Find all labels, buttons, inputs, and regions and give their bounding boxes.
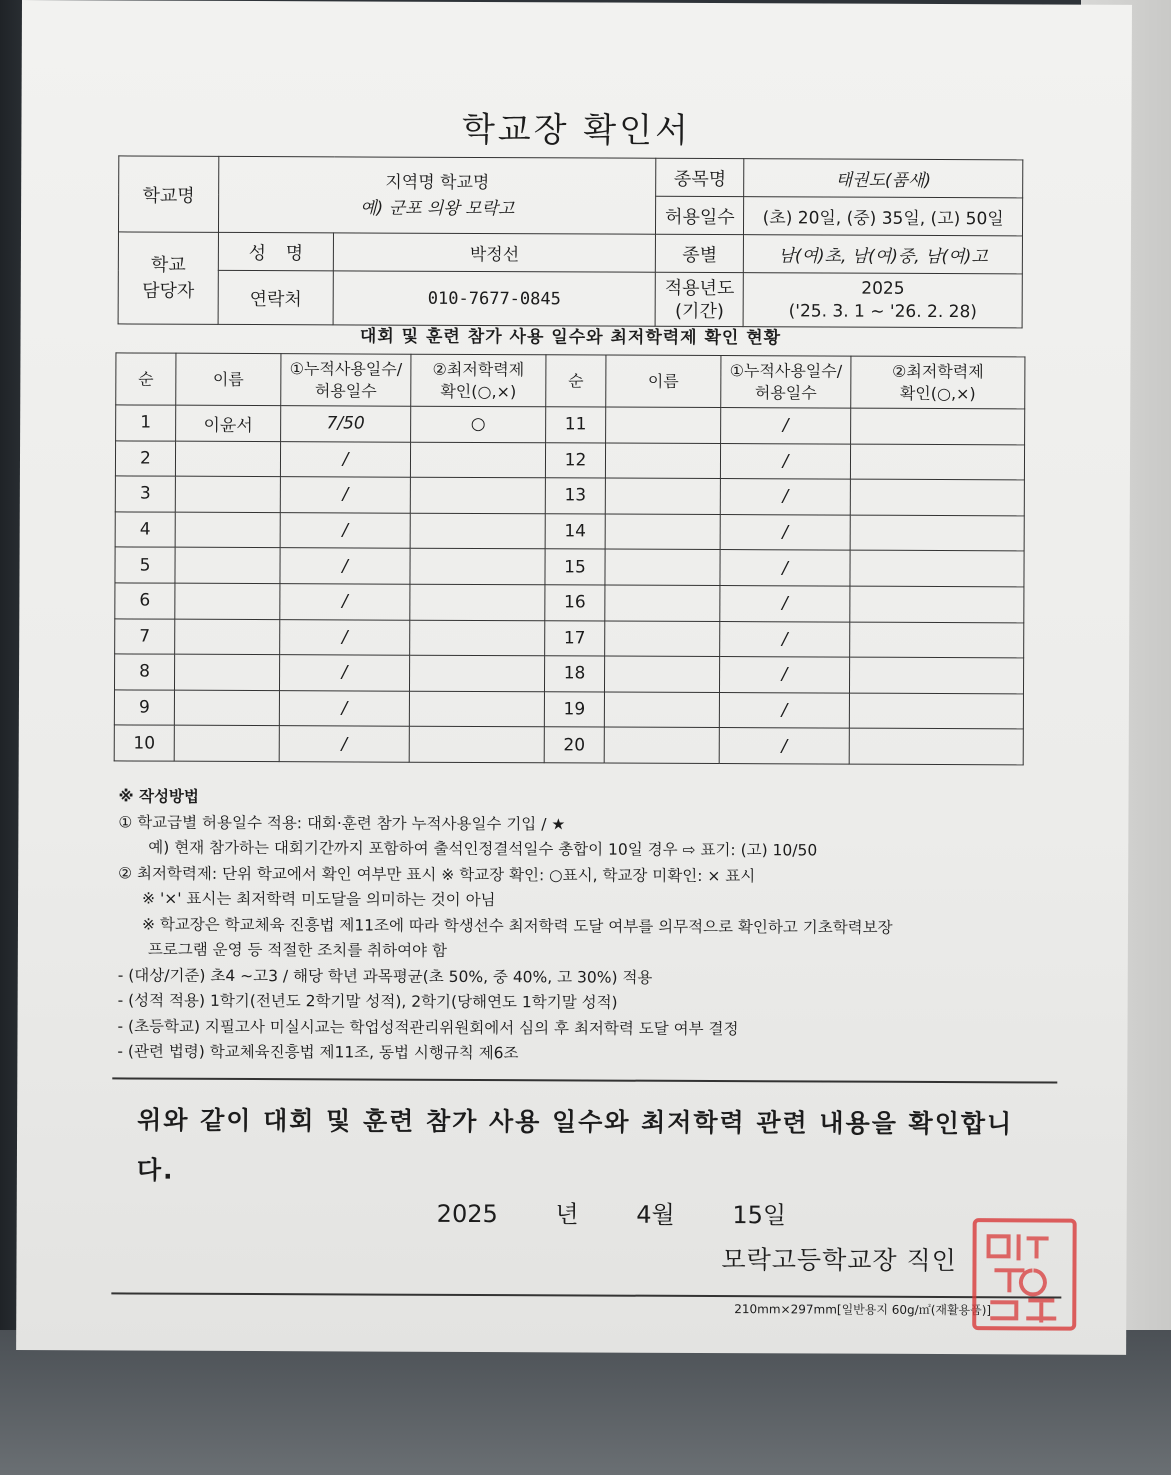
date-month: 4월: [636, 1200, 675, 1229]
cell-name: [175, 619, 280, 655]
cell-days: /: [279, 690, 409, 726]
date-day: 15일: [732, 1201, 787, 1230]
name-value: 박정선: [333, 233, 655, 272]
cell-num: 3: [115, 476, 175, 512]
cell-check: [409, 655, 544, 691]
table-row: [115, 618, 1024, 658]
manager-label: 학교 담당자: [118, 232, 218, 324]
cell-num: 15: [545, 549, 605, 585]
cell-num: 9: [114, 690, 174, 726]
cell-check: [410, 442, 545, 478]
event-value: 태권도(품새): [744, 159, 1023, 198]
cell-name: [175, 583, 280, 619]
table-row: [114, 725, 1023, 765]
header-name: 이름: [606, 355, 721, 408]
cell-check: ○: [411, 406, 546, 442]
table-row: [115, 512, 1024, 552]
cell-days: /: [720, 550, 850, 586]
cell-check: [410, 584, 545, 620]
school-value: [218, 156, 656, 234]
method-title: ※ 작성방법: [118, 787, 199, 806]
table-row: [114, 690, 1023, 730]
header-check: ②최저학력제 확인(○,×): [851, 356, 1025, 409]
year-value: 2025: [861, 278, 905, 299]
cell-check: [849, 728, 1023, 764]
school-label: 학교명: [118, 156, 218, 232]
cell-check: [849, 657, 1023, 693]
method-line: - (대상/기준) 초4 ~고3 / 해당 학년 과목평균(초 50%, 중 40%, 고 30%) 적용: [117, 965, 653, 987]
header-num: 순: [116, 353, 176, 405]
cell-num: 4: [115, 512, 175, 548]
cell-name: [604, 656, 719, 692]
method-line: ※ '×' 표시는 최저학력 미도달을 의미하는 것이 아님: [142, 889, 496, 910]
cell-days: /: [280, 512, 410, 548]
cell-check: [850, 622, 1024, 658]
cell-days: /: [279, 655, 409, 691]
category-label: 종별: [656, 234, 744, 272]
cell-check: [850, 586, 1024, 622]
cell-num: 8: [114, 654, 174, 690]
cell-days: /: [720, 479, 850, 515]
cell-num: 10: [114, 725, 174, 761]
cell-num: 5: [115, 547, 175, 583]
table-row: [116, 405, 1025, 445]
event-label: 종목명: [656, 158, 744, 196]
school-line1: 지역명 학교명: [385, 172, 490, 193]
cell-days: /: [720, 514, 850, 550]
cell-name: [174, 654, 279, 690]
cell-num: 18: [544, 656, 604, 692]
table-row: [115, 476, 1024, 516]
cell-days: /: [720, 443, 850, 479]
cell-check: [410, 549, 545, 585]
cell-num: 6: [115, 583, 175, 619]
cell-days: /: [280, 477, 410, 513]
cell-name: [605, 443, 720, 479]
period-value: ('25. 3. 1 ~ '26. 2. 28): [788, 300, 977, 322]
allowed-value: (초) 20일, (중) 35일, (고) 50일: [744, 197, 1023, 236]
cell-check: [410, 620, 545, 656]
cell-days: /: [279, 726, 409, 762]
cell-check: [409, 727, 544, 763]
cell-num: 7: [115, 618, 175, 654]
cell-name: [605, 585, 720, 621]
school-info-table: [118, 155, 1024, 328]
cell-num: 17: [545, 620, 605, 656]
cell-days: /: [719, 728, 849, 764]
method-line: - (성적 적용) 1학기(전년도 2학기말 성적), 2학기(당해연도 1학기말 성적): [117, 991, 618, 1012]
cell-days: /: [720, 621, 850, 657]
method-line: - (관련 법령) 학교체육진흥법 제11조, 동법 시행규칙 제6조: [117, 1042, 519, 1063]
official-seal: [966, 1214, 1082, 1335]
cell-name: [605, 549, 720, 585]
cell-name: [605, 478, 720, 514]
year-label: 적용년도 (기간): [655, 272, 743, 326]
cell-days: /: [720, 586, 850, 622]
date-year-unit: 년: [555, 1200, 579, 1229]
cell-name: [604, 727, 719, 763]
cell-days: /: [280, 584, 410, 620]
cell-check: [850, 444, 1024, 480]
writing-method: [117, 784, 1078, 1069]
allowed-label: 허용일수: [656, 196, 744, 234]
cell-check: [849, 693, 1023, 729]
document-title: 학교장 확인서: [461, 109, 691, 151]
cell-days: /: [280, 441, 410, 477]
cell-name: [605, 621, 720, 657]
cell-name: [175, 441, 280, 477]
cell-num: 19: [544, 692, 604, 728]
contact-value: 010-7677-0845: [333, 271, 656, 326]
method-line: ※ 학교장은 학교체육 진흥법 제11조에 따라 학생선수 최저학력 도달 여부를 의무적으로 확인하고 기초학력보장: [141, 915, 893, 937]
issue-date: [437, 1194, 827, 1231]
method-line: ② 최저학력제: 단위 학교에서 확인 여부만 표시 ※ 학교장 확인: ○표시, 학교장 미확인: × 표시: [118, 863, 756, 885]
method-line: 프로그램 운영 등 적절한 조치를 취하여야 함: [147, 940, 447, 960]
cell-days: /: [280, 548, 410, 584]
cell-days: /: [719, 657, 849, 693]
cell-name: [174, 690, 279, 726]
status-table: [114, 352, 1026, 765]
method-line: 예) 현재 참가하는 대회기간까지 포함하여 출석인정결석일수 총합이 10일 경우 ⇨ 표기: (고) 10/50: [148, 838, 818, 860]
cell-days: 7/50: [281, 406, 411, 442]
confirm-statement: 위와 같이 대회 및 훈련 참가 사용 일수와 최저학력 관련 내용을 확인합니다.: [136, 1105, 1014, 1185]
header-days: ①누적사용일수/ 허용일수: [281, 354, 411, 407]
table-row: [115, 441, 1024, 481]
cell-num: 12: [545, 442, 605, 478]
cell-num: 20: [544, 727, 604, 763]
cell-name: [175, 512, 280, 548]
cell-name: [174, 726, 279, 762]
cell-num: 16: [545, 585, 605, 621]
year-period: [743, 273, 1022, 328]
table-row: [114, 654, 1023, 694]
cell-days: /: [280, 619, 410, 655]
cell-name: [175, 548, 280, 584]
divider-top: [112, 1077, 1057, 1083]
table-row: [115, 583, 1024, 623]
cell-check: [851, 408, 1025, 444]
cell-name: [175, 476, 280, 512]
school-line2: 예) 군포 의왕 모락고: [360, 197, 515, 219]
cell-name: [605, 514, 720, 550]
cell-days: /: [719, 692, 849, 728]
header-check: ②최저학력제 확인(○,×): [411, 354, 546, 407]
signer: 모락고등학교장 직인: [721, 1245, 957, 1276]
cell-num: 11: [546, 407, 606, 443]
cell-check: [850, 515, 1024, 551]
category-value: 남(여)초, 남(여)중, 남(여)고: [744, 235, 1023, 274]
cell-num: 2: [115, 441, 175, 477]
cell-check: [410, 513, 545, 549]
table-row: [115, 547, 1024, 587]
cell-name: [606, 407, 721, 443]
document-page: [16, 0, 1132, 1355]
date-year: 2025: [436, 1199, 498, 1229]
cell-check: [850, 479, 1024, 515]
name-label: 성 명: [218, 232, 333, 271]
cell-check: [409, 691, 544, 727]
method-line: - (초등학교) 지필고사 미실시교는 학업성적관리위원회에서 심의 후 최저학력 도달 여부 결정: [117, 1016, 739, 1038]
cell-name: [604, 692, 719, 728]
contact-label: 연락처: [218, 270, 333, 325]
cell-check: [850, 550, 1024, 586]
cell-name: 이윤서: [176, 405, 281, 441]
header-name: 이름: [176, 353, 281, 405]
header-num: 순: [546, 355, 606, 407]
header-days: ①누적사용일수/ 허용일수: [721, 356, 851, 409]
paper-spec: 210mm×297mm[일반용지 60g/㎡(재활용품)]: [734, 1302, 992, 1318]
cell-num: 14: [545, 514, 605, 550]
cell-days: /: [721, 408, 851, 444]
cell-check: [410, 477, 545, 513]
method-line: ① 학교급별 허용일수 적용: 대회·훈련 참가 누적사용일수 기입 / ★: [118, 812, 566, 833]
cell-num: 13: [545, 478, 605, 514]
divider-bottom: [111, 1292, 1061, 1298]
status-title: 대회 및 훈련 참가 사용 일수와 최저학력제 확인 현황: [359, 326, 782, 349]
cell-num: 1: [116, 405, 176, 441]
